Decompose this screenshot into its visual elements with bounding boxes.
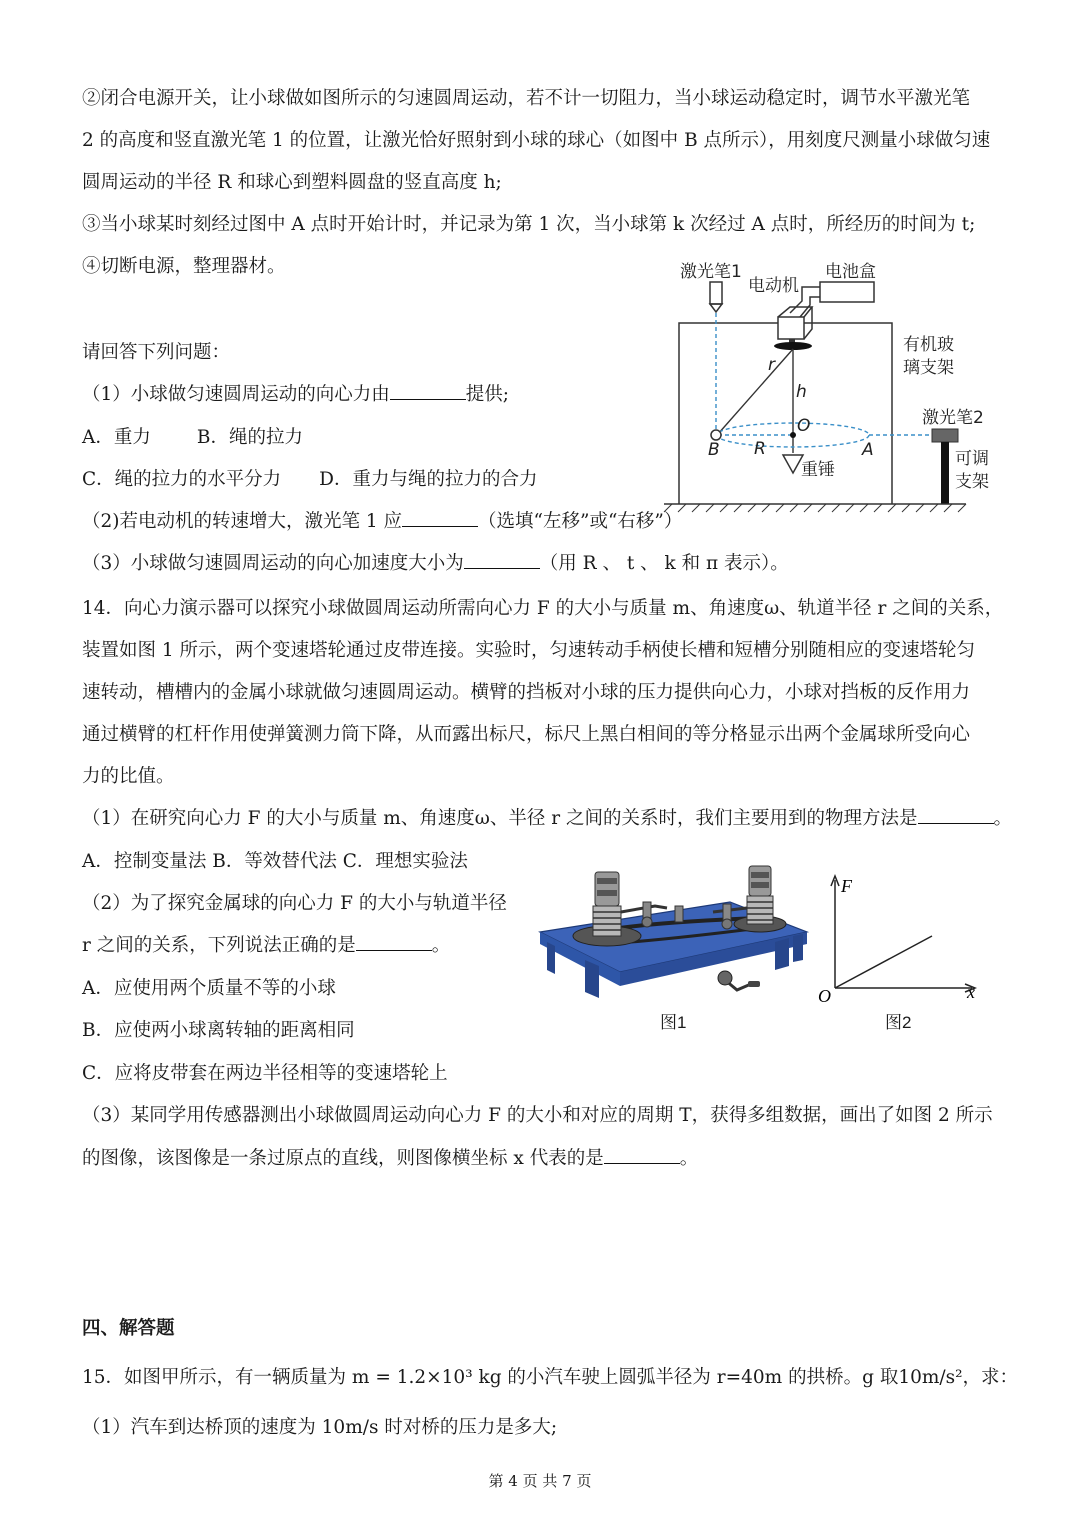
section-title: 四、解答题 xyxy=(82,1318,175,1339)
laser-pen-1-icon xyxy=(710,282,722,312)
step2-line1: ②闭合电源开关，让小球做如图所示的匀速圆周运动，若不计一切阻力，当小球运动稳定时，调节水平激光笔 xyxy=(82,88,971,109)
stand-label-2: 支架 xyxy=(955,472,989,492)
q14-option-c: C．应将皮带套在两边半径相等的变速塔轮上 xyxy=(82,1063,448,1084)
q14-part2-end: 。 xyxy=(431,935,451,956)
q15-part1: （1）汽车到达桥顶的速度为 10m/s 时对桥的压力是多大; xyxy=(82,1417,558,1438)
q14-part2-text: r 之间的关系，下列说法正确的是 xyxy=(82,935,356,956)
q14-part3-text: 的图像，该图像是一条过原点的直线，则图像横坐标 x 代表的是 xyxy=(82,1148,604,1169)
step4-line: ④切断电源，整理器材。 xyxy=(82,256,286,277)
q14-part1-end: 。 xyxy=(993,808,1013,829)
data-line xyxy=(835,936,932,988)
q14-line1: 14．向心力演示器可以探究小球做圆周运动所需向心力 F 的大小与质量 m、角速度ω、轨道半径 r 之间的关系， xyxy=(82,598,1004,619)
conical-pendulum-apparatus xyxy=(650,255,1000,515)
q14-part1 xyxy=(82,804,1012,834)
answer-blank[interactable] xyxy=(402,508,478,527)
q13-options-row1 xyxy=(82,423,303,453)
frame-label-1: 有机玻 xyxy=(903,335,954,355)
q13-part2 xyxy=(82,507,682,537)
axis-label-F: F xyxy=(841,876,852,896)
option-b: B．绳的拉力 xyxy=(196,427,303,448)
q14-line4: 通过横臂的杠杆作用使弹簧测力筒下降，从而露出标尺，标尺上黑白相间的等分格显示出两个金属球所受向心 xyxy=(82,724,971,745)
battery-label: 电池盒 xyxy=(825,262,876,282)
laser-pen-2-icon xyxy=(932,429,958,442)
q13-part1-text-b: 提供; xyxy=(465,384,510,405)
label-R: R xyxy=(754,439,766,459)
label-A: A xyxy=(862,440,874,460)
q14-part3-end: 。 xyxy=(679,1148,699,1169)
q13-part1 xyxy=(82,380,509,410)
q14-part3-line2 xyxy=(82,1144,698,1174)
q14-part2-line1: （2）为了探究金属球的向心力 F 的大小与轨道半径 xyxy=(82,893,507,914)
q13-prompt: 请回答下列问题： xyxy=(82,342,231,363)
q14-part2-line2 xyxy=(82,931,450,961)
answer-blank[interactable] xyxy=(464,550,540,569)
option-a: A．重力 xyxy=(82,427,151,448)
f-x-graph xyxy=(810,870,990,1005)
q13-part3-text-a: （3）小球做匀速圆周运动的向心加速度大小为 xyxy=(82,553,464,574)
step2-line3: 圆周运动的半径 R 和球心到塑料圆盘的竖直高度 h; xyxy=(82,172,502,193)
label-B: B xyxy=(708,440,720,460)
label-r: r xyxy=(768,355,775,375)
q14-option-b: B．应使两小球离转轴的距离相同 xyxy=(82,1020,355,1041)
q14-option-a: A．应使用两个质量不等的小球 xyxy=(82,978,336,999)
weight-label: 重锤 xyxy=(801,460,835,480)
ball xyxy=(711,430,721,440)
laser2-label: 激光笔2 xyxy=(922,408,984,428)
fig1-caption: 图1 xyxy=(660,1013,687,1032)
answer-blank[interactable] xyxy=(604,1145,680,1164)
q14-part1-options: A．控制变量法 B．等效替代法 C．理想实验法 xyxy=(82,851,468,872)
answer-blank[interactable] xyxy=(390,381,466,400)
q14-part1-text: （1）在研究向心力 F 的大小与质量 m、角速度ω、半径 r 之间的关系时，我们主要用到的物理方法是 xyxy=(82,808,918,829)
answer-blank[interactable] xyxy=(918,805,994,824)
axis-label-x: x xyxy=(967,982,975,1002)
adjustable-stand xyxy=(941,442,949,504)
answer-blank[interactable] xyxy=(356,932,432,951)
q13-part1-text-a: （1）小球做匀速圆周运动的向心力由 xyxy=(82,384,390,405)
fig2-caption: 图2 xyxy=(885,1013,912,1032)
q13-part2-text-b: （选填“左移”或“右移”） xyxy=(478,511,683,532)
label-h: h xyxy=(796,382,807,402)
q13-part3-text-b: （用 R 、 t 、 k 和 π 表示）。 xyxy=(539,553,789,574)
q14-line2: 装置如图 1 所示，两个变速塔轮通过皮带连接。实验时，匀速转动手柄使长槽和短槽分别随相应的变速塔轮匀 xyxy=(82,640,976,661)
option-d: D．重力与绳的拉力的合力 xyxy=(319,469,538,490)
q14-part3-line1: （3）某同学用传感器测出小球做圆周运动向心力 F 的大小和对应的周期 T，获得多组数据，画出了如图 2 所示 xyxy=(82,1105,993,1126)
motor-icon xyxy=(774,307,812,350)
q13-part3 xyxy=(82,549,789,579)
option-c: C．绳的拉力的水平分力 xyxy=(82,469,282,490)
q14-line3: 速转动，槽槽内的金属小球就做匀速圆周运动。横臂的挡板对小球的压力提供向心力，小球对挡板的反作用力 xyxy=(82,682,971,703)
label-O: O xyxy=(797,416,811,436)
step3-line: ③当小球某时刻经过图中 A 点时开始计时，并记录为第 1 次，当小球第 k 次经过 A 点时，所经历的时间为 t; xyxy=(82,214,976,235)
q13-part2-text-a: （2)若电动机的转速增大，激光笔 1 应 xyxy=(82,511,403,532)
origin-label: O xyxy=(818,986,831,1005)
frame-label-2: 璃支架 xyxy=(903,358,954,378)
q14-line5: 力的比值。 xyxy=(82,766,175,787)
laser1-label: 激光笔1 xyxy=(680,262,742,282)
battery-box xyxy=(820,282,874,302)
plumb-weight xyxy=(783,455,803,473)
q15-line1: 15．如图甲所示，有一辆质量为 m = 1.2×10³ kg 的小汽车驶上圆弧半径为 r=40m 的拱桥。g 取10m/s²，求： xyxy=(82,1367,1019,1388)
page-number: 第 4 页 共 7 页 xyxy=(488,1472,592,1490)
stand-label-1: 可调 xyxy=(955,449,989,469)
q13-options-row2 xyxy=(82,465,538,495)
motor-label: 电动机 xyxy=(748,276,799,296)
step2-line2: 2 的高度和竖直激光笔 1 的位置，让激光恰好照射到小球的球心（如图中 B 点所示），用刻度尺测量小球做匀速 xyxy=(82,130,991,151)
